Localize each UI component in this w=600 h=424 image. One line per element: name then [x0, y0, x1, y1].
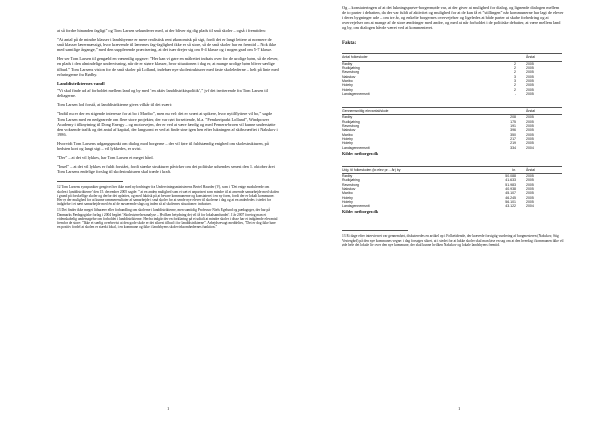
- row-value: 2: [514, 66, 516, 71]
- row-value: 175: [510, 119, 516, 124]
- row-value: 41.633: [505, 178, 516, 183]
- paragraph: Og – konstateringen af at det lukningsprøve-borgermøde var, at der giver at mulighed for dialog, og lignende dialogen mellem de to parter i debatten, da der var fuldt af aktivitet og mulighed for at de kan få et ”stillingen” når kommunerne har lagt de elever i deres bygninger ude – om tre år, og enkelte borgernes overvejelser og ligeledes at både parter at skabe forbedring og at overvejelser om at mange af de store ændringer med andre, og med at når forholdet i de politiske debatter, at være mellem land og by, om dialogen håvde været ved at kommenteret.: [342, 5, 564, 31]
- table-row: [342, 92, 562, 96]
- table-body: [342, 174, 562, 209]
- row-year: 2005: [526, 70, 534, 75]
- table-header: Antal folkeskoler: [342, 54, 486, 61]
- row-label: Rudkjøbing: [342, 178, 360, 183]
- row-label: Rødby: [342, 174, 353, 179]
- row-label: Landsgennemsnit: [342, 91, 370, 96]
- table-header: kr.: [486, 166, 520, 173]
- row-year: 2005: [526, 199, 534, 204]
- row-year: 2005: [526, 66, 534, 71]
- row-label: Nakskov: [342, 74, 356, 79]
- paragraph: ”At antal på de mindre klasser i landsbyerne er mere realistisk rent økonomisk på sigt, fordi det er langt lettere at normere de små klasser lærermæssigt, hvor krævende til lærernes fag-faglighed ikke er så store, så de små skoler har en fremtid – Nok ikke med samtlige årgange,” med den supplerende præcisering, at det især drejer sig om 0-4 klasse og i nogen grad om 5-7 klasse.: [57, 37, 277, 53]
- table-header: Gennemsnitlig elevantal/skole: [342, 108, 486, 115]
- row-label: Maribo: [342, 191, 353, 196]
- footnote-divider: [57, 181, 123, 182]
- row-label: Rudkjøbing: [342, 119, 360, 124]
- paragraph: at så fordre hinanden fagligt” og Tom Larsen sekunderer med, at der bliver rig dig plads til små skoler – også i fremtiden:: [57, 28, 266, 33]
- facts-table-pupils: [342, 107, 564, 150]
- table-body: [342, 61, 562, 96]
- table-header: Årstal: [520, 166, 562, 173]
- page-number: 1: [458, 406, 461, 411]
- row-value: 43.122: [505, 204, 516, 209]
- row-year: 2005: [526, 83, 534, 88]
- row-value: -: [514, 91, 516, 96]
- row-value: 51.983: [505, 182, 516, 187]
- row-value: 219: [510, 141, 516, 146]
- right-page: [300, 0, 600, 424]
- row-value: 56.101: [505, 199, 516, 204]
- row-value: 3: [514, 78, 516, 83]
- row-value: 40.938: [505, 187, 516, 191]
- table-header: Årstal: [520, 108, 562, 115]
- row-value: 208: [510, 115, 516, 120]
- row-year: 2004: [526, 145, 534, 150]
- row-label: Rødby: [342, 61, 353, 66]
- row-year: 2005: [526, 174, 534, 179]
- row-value: 2: [514, 83, 516, 88]
- row-value: 334: [510, 145, 516, 150]
- row-label: Nakskov: [342, 187, 356, 191]
- facts-table-schools: [342, 53, 564, 96]
- table-row: [342, 146, 562, 150]
- row-value: 50.088: [505, 174, 516, 179]
- row-year: 2005: [526, 61, 534, 66]
- row-label: Holeby: [342, 83, 353, 88]
- row-value: 191: [510, 124, 516, 129]
- row-year: 2005: [526, 87, 534, 92]
- row-year: 2005: [526, 182, 534, 187]
- footnote: 13 Et dage efter interviewet var gennemført, diskuteredes en artikel op i Folketidende, der krævede forsigtig vurdering af borgmesteren (Nakskov, Stig Vestergård) på den nye kommunes vegne: i dag forsøges sikret, at i stedet for at lukke skoler skal man løse en sag om at den hverdag i kommunen ikke vil øde hele det lokale liv over den nye kommune, der skal kunne hvilken Nakskov og lokale landsbyens fremtid.: [342, 234, 564, 247]
- table-source: Kilde: netborger.dk: [342, 150, 379, 156]
- row-year: 2005: [526, 74, 534, 79]
- row-year: 2005: [526, 124, 534, 129]
- row-year: 2005: [526, 78, 534, 83]
- row-label: Rødby: [342, 115, 353, 120]
- row-label: Landsgennemsnit: [342, 204, 370, 209]
- paragraph: ”Der” – at det vil lykkes, har Tom Larsen et meget hård.: [57, 155, 154, 161]
- row-value: 2: [514, 70, 516, 75]
- paragraph: Her ser Tom Larsen til gengæld en væsentlig opgave: ”Her kan vi gøre en målrettet indsats over for de urolige børn, så de elever, en plads i den almindelige undervisning, når de er større klasser, hvor situationen i dag er, at mange urolige børn bliver særlige tilbud.” Tom Larsens vision for de små skoler på Lolland, indebær nye skolestrukturer med faste skolelederne – helt på linie med erfaringerne fra Rødby.: [57, 56, 279, 77]
- row-year: 2005: [526, 128, 534, 133]
- row-value: 46.245: [505, 195, 516, 200]
- row-year: 2005: [526, 195, 534, 200]
- row-label: Holeby: [342, 141, 353, 146]
- row-label: Maribo: [342, 78, 353, 83]
- paragraph: ”Insel” – at det vil lykkes er fuldt forstået, fordi stærke strukturer påvirker om det politiske udsendes senest den 1. oktober året Tom Larsens endelige forslag til skolestrukturen skal træde i kraft.: [57, 164, 275, 175]
- row-value: 350: [510, 132, 516, 137]
- row-value: 3: [514, 74, 516, 79]
- footnote-divider: [342, 230, 408, 231]
- row-year: 2005: [526, 119, 534, 124]
- row-label: Holeby: [342, 87, 353, 92]
- row-year: 2005: [526, 141, 534, 146]
- row-year: 2005: [526, 178, 534, 183]
- footnote: 12 Tom Larsens synspunkter gengivet her ikke med nyfordringer fra Underviningsministerens Bertel Haarder (V), som i ’Det enige modulerede om skolen i landdistrikterne’ den 15. december 2005 sagde: ” at en anden mulighed som et sæt et anpartseri som mindre til at anvende samarbejde med skolen i grund på forskellige skoler og derfor det opfattes, og med faktisk på at bevare kommunerne og konstateret i en ny form, fordi der er lokalt kommuner. Her er der mulighed for at kunne rammeresultater af samarbejde i små skoler for at sende nye elever til skolerne i dag og at en anderledes i stedet for indgåelse i et nært samarbejde med én af de nuværende slags og inden så af skolernes situationer: indsatser.: [57, 185, 279, 207]
- paragraph: Hvorvidt Tom Larsens udgangspunkt om dialog mod borgerne – der vil føre til fuldstændig enighed om skolestrukturen, på bedsten kort og langt sigt – vil lykkedes, er uvist.: [57, 140, 269, 151]
- row-value: 2: [514, 61, 516, 66]
- row-year: 2005: [526, 136, 534, 141]
- row-year: 2005: [526, 132, 534, 137]
- paragraph: ”Vi skal finde ud af forholdet mellem land og by med ’en aktiv landdistriktspolitik’,” jvf det inviterende fra Tom Larsen til deltagerne.: [57, 88, 268, 99]
- table-header: Årstal: [520, 54, 562, 61]
- facts-table-costs: [342, 166, 564, 209]
- row-value: 396: [510, 128, 516, 133]
- row-label: Holeby: [342, 136, 353, 141]
- section-heading: Landdistrikternes vandl: [57, 80, 105, 86]
- row-label: Ravnsborg: [342, 182, 359, 187]
- facts-title: Fakta:: [342, 41, 357, 47]
- row-label: Ravnsborg: [342, 124, 359, 129]
- row-value: 2: [514, 87, 516, 92]
- row-value: 217: [510, 136, 516, 141]
- row-label: Holeby: [342, 195, 353, 200]
- table-header: Udg. til folkeskolen (kr.elev pr. - år) by: [342, 166, 486, 173]
- row-year: 2005: [526, 91, 534, 96]
- row-value: 45.107: [505, 191, 516, 196]
- row-year: 2004: [526, 204, 534, 209]
- row-year: 2005: [526, 115, 534, 120]
- row-label: Landsgennemsnit: [342, 145, 370, 150]
- table-row: [342, 204, 562, 208]
- left-column: [57, 28, 279, 231]
- footnote: 13 Det finder ikke meget lithuræer eller forhandling om skolerne i landdistrikterne, men samtidig Professor Niels Egelund og pædagoger, der har på Danmarks Pædagogiske forlag i 2004 begået ’Skolestørrelsesanalyse – Hvilken betydning det vil få for lokalsamfundet’. I år 2007 foretog man et videnskabelig undersøgelse om forholdet i landdistrikterne. Herfra indgår der en forklaring på et udtalt at mindre skoler i disse har et indgående elevantal fremfor de store: ”Ikke et særlig overbevist at den gode skole er det sikrest tilbud i for landdistrikterne”. Arbejdsrevagt meddeltes, ”Det er dog ikke bare en positiv fordel at skolen er stærkt lokal, i en kommune og ikke i landsbyens skolevirksomhedernes funktion.”: [57, 208, 278, 230]
- table-source: Kilde: netborger.dk: [342, 209, 379, 215]
- row-label: Holeby: [342, 199, 353, 204]
- row-label: Ravnsborg: [342, 70, 359, 75]
- paragraph: Tom Larsen lod forstå, at landdistrikterne gives vilkår til det svært:: [57, 102, 173, 108]
- row-year: 2005: [526, 187, 534, 191]
- row-label: Nakskov: [342, 128, 356, 133]
- row-label: Rudkjøbing: [342, 66, 360, 71]
- paragraph: ”Indtil nu er der en stigende interesse for at bo i Maribo”, men nu vel: det er svært at spikere, hvor nytilflyttere vil bo,” sagde Tom Larsen med en nedgearede om flere store projekter, der var rørt forsettende, bl.a. ”Femkertparkt Lolland”, Windpower Academy i tilknytning til Dong Energy – og motorvejen, der er ved at være færdig og med Femern-broen vil kunne understøtte den voksende trafik og det antal af kapital, der langsomt er ved at finde sine igen hen efter lukningen af skibsværftet i Nakskov i 1986.: [57, 111, 278, 137]
- page-number: 1: [167, 406, 170, 411]
- row-label: Maribo: [342, 132, 353, 137]
- table-body: [342, 115, 562, 150]
- right-column: [342, 5, 564, 249]
- row-year: 2005: [526, 191, 534, 196]
